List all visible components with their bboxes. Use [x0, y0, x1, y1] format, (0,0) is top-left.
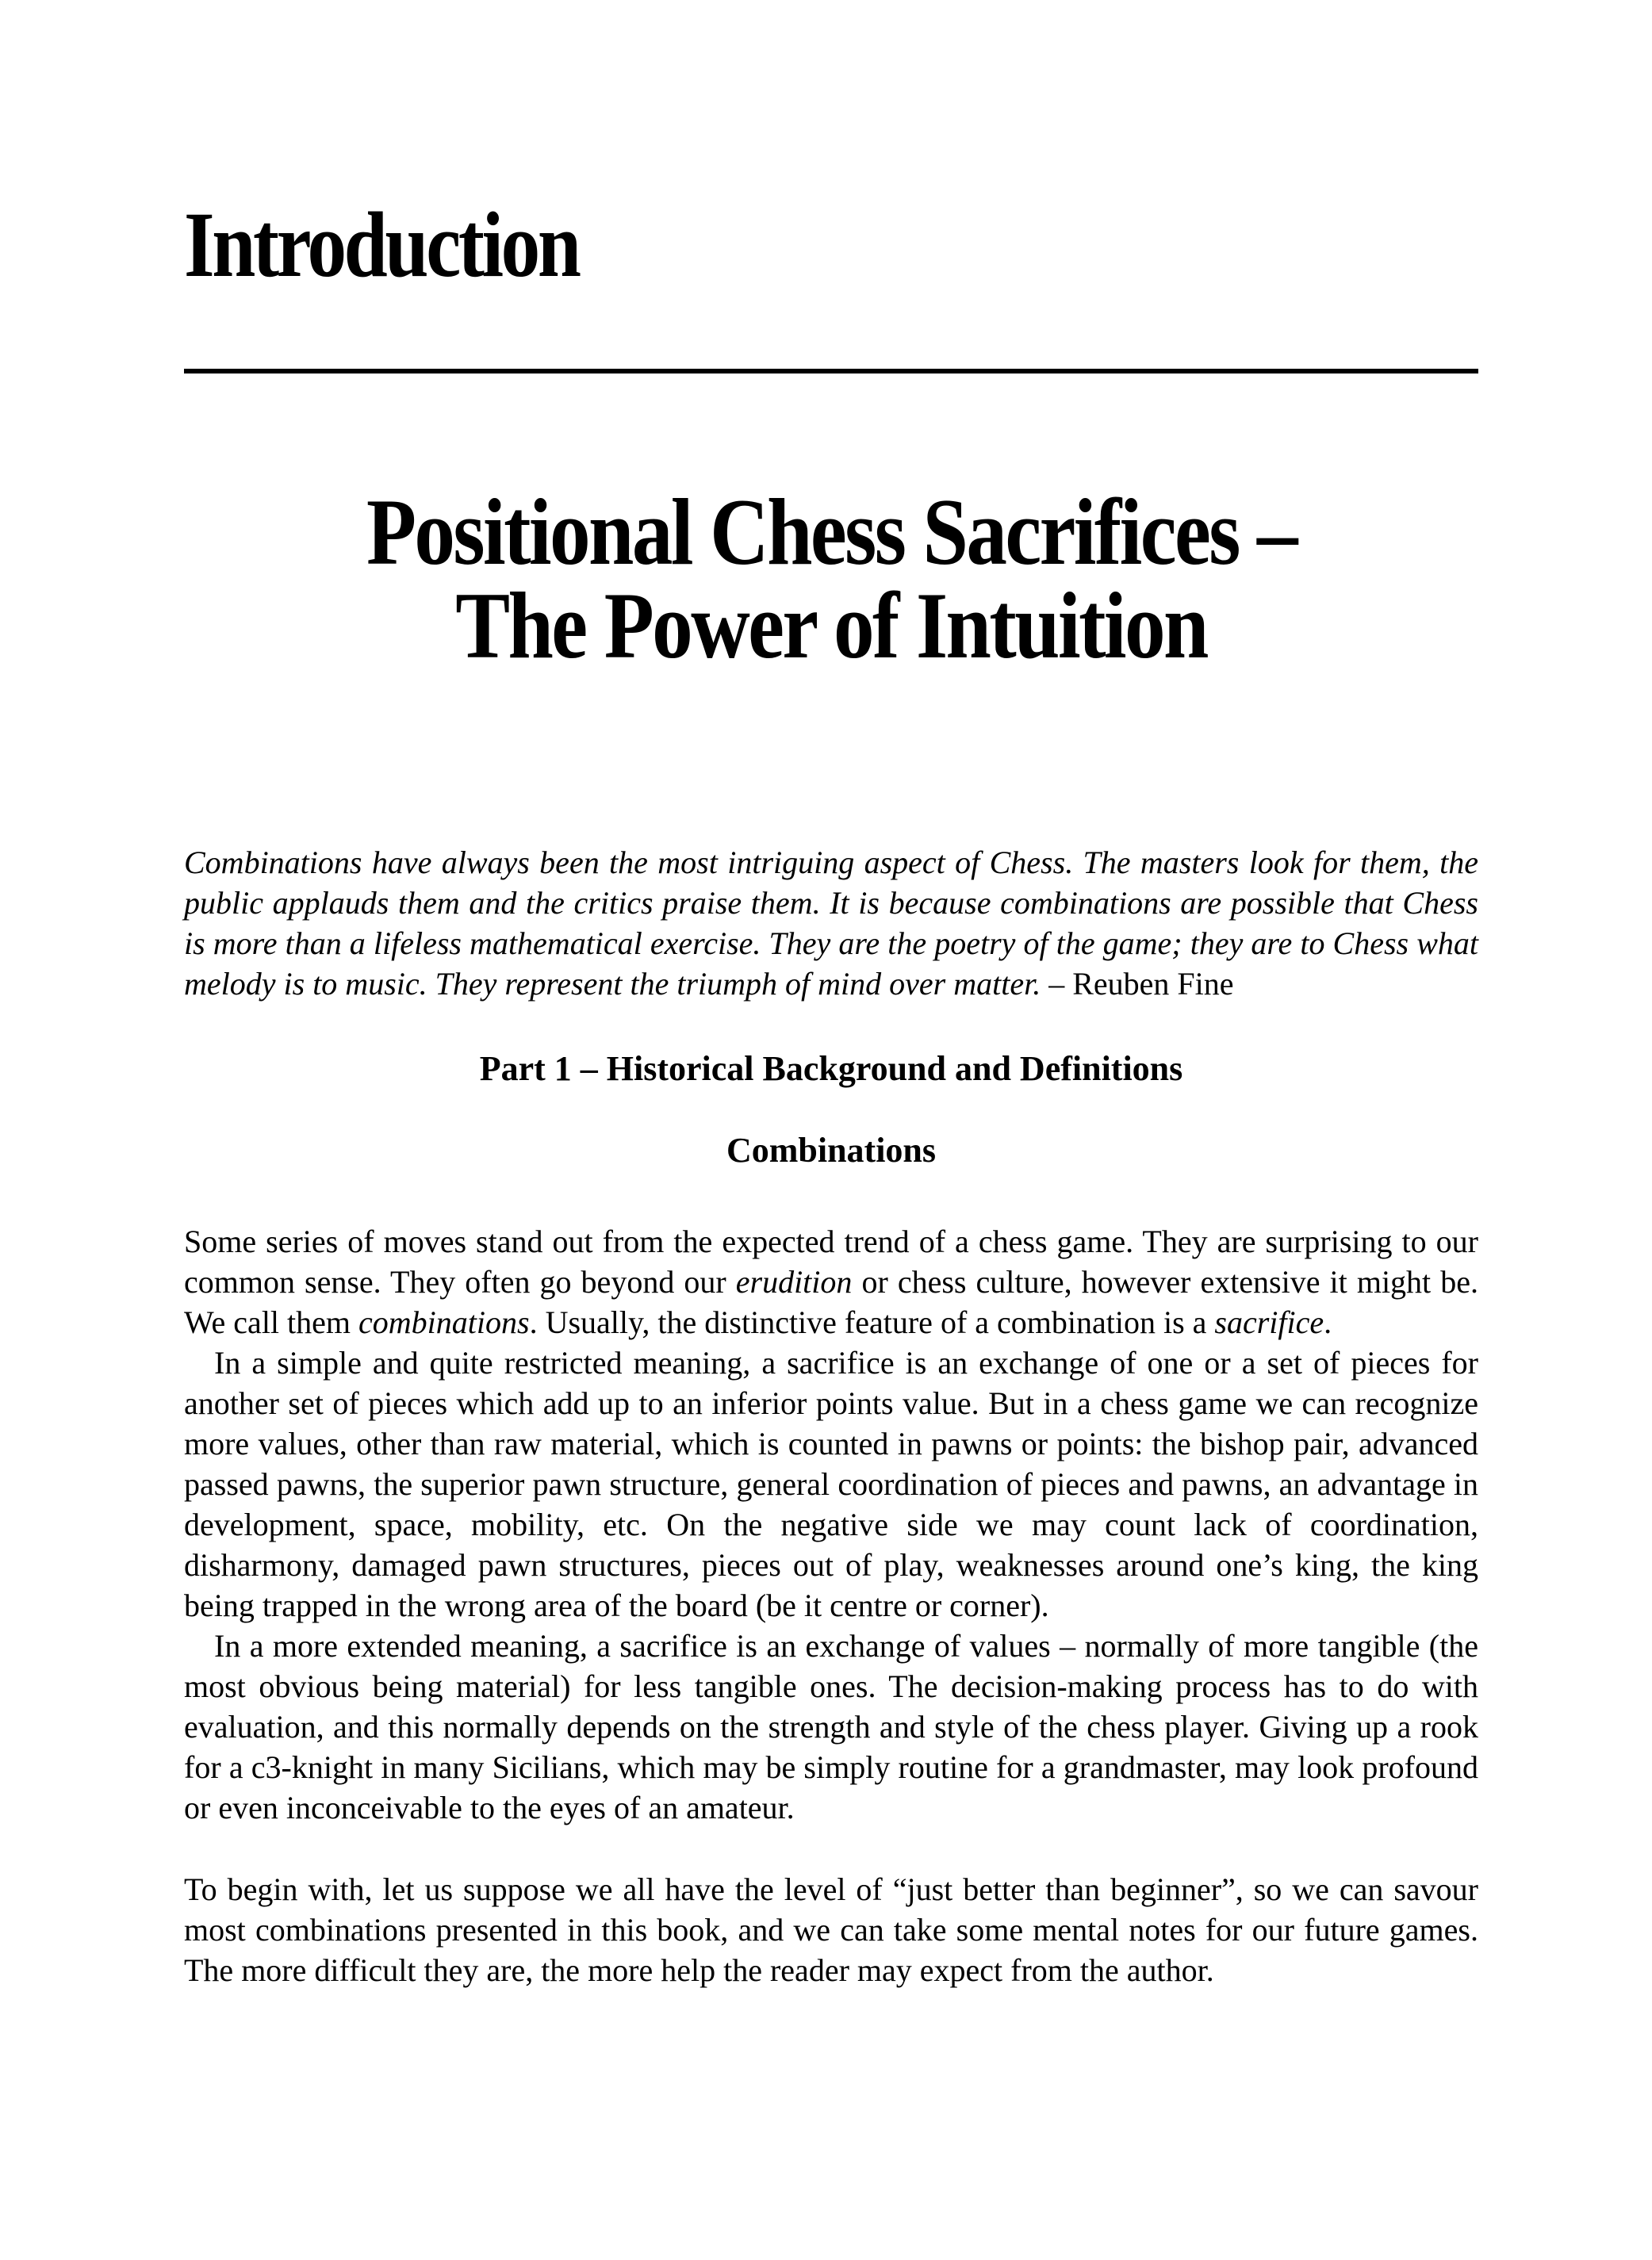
section-heading: Combinations: [726, 1131, 937, 1170]
paragraph-1-emphasis-combinations: combinations: [358, 1304, 530, 1340]
paragraph-4: To begin with, let us suppose we all have the level of “just better than beginner”, so we can savour most combinations presented in this book, and we can take some mental notes for our future games. The more difficult they are, the more help the reader may expect from the author.: [184, 1871, 1478, 1988]
paragraph-1-emphasis-sacrifice: sacrifice: [1214, 1304, 1324, 1340]
body-text: [184, 1221, 1478, 1990]
paragraph-3: In a more extended meaning, a sacrifice is an exchange of values – normally of more tangible (the most obvious being material) for less tangible ones. The decision-making process has to do with evaluation, and this normally depends on the strength and style of the chess player. Giving up a rook for a c3-knight in many Sicilians, which may be simply routine for a grandmaster, may look profound or even inconceivable to the eyes of an amateur.: [184, 1628, 1478, 1825]
chapter-heading: Introduction: [184, 193, 579, 297]
epigraph-quote: Combinations have always been the most intriguing aspect of Chess. The masters look for them, the public applauds them and the critics praise them. It is because combinations are possible that Chess is more than a lifeless mathematical exercise. They are the poetry of the game; they are to Chess what melody is to music. They represent the triumph of mind over matter.: [184, 845, 1478, 1002]
paragraph-2: In a simple and quite restricted meaning, a sacrifice is an exchange of one or a set of pieces for another set of pieces which add up to an inferior points value. But in a chess game we can recognize more values, other than raw material, which is counted in pawns or points: the bishop pair, advanced passed pawns, the superior pawn structure, general coordination of pieces and pawns, an advantage in development, space, mobility, etc. On the negative side we may count lack of coordination, disharmony, damaged pawn structures, pieces out of play, weaknesses around one’s king, the king being trapped in the wrong area of the board (be it centre or corner).: [184, 1345, 1478, 1623]
part-heading: Part 1 – Historical Background and Definitions: [479, 1049, 1183, 1088]
paragraph-1-text-d: .: [1324, 1304, 1332, 1340]
epigraph-attribution: – Reuben Fine: [1041, 966, 1234, 1002]
heading-rule: [184, 369, 1478, 373]
paragraph-1-text-b: or chess culture, however extensive it might be. We call them: [184, 1264, 1478, 1340]
paragraph-1-text-c: . Usually, the distinctive feature of a combination is a: [529, 1304, 1215, 1340]
paragraph-1-text-a: Some series of moves stand out from the expected trend of a chess game. They are surprising to our common sense. They often go beyond our: [184, 1224, 1478, 1300]
main-title: [184, 479, 1478, 678]
main-title-line-2: The Power of Intuition: [455, 573, 1207, 678]
main-title-line-1: Positional Chess Sacrifices –: [366, 479, 1297, 584]
epigraph: [184, 842, 1478, 1004]
paragraph-1: [184, 1221, 1478, 1343]
paragraph-1-emphasis-erudition: erudition: [735, 1264, 853, 1300]
